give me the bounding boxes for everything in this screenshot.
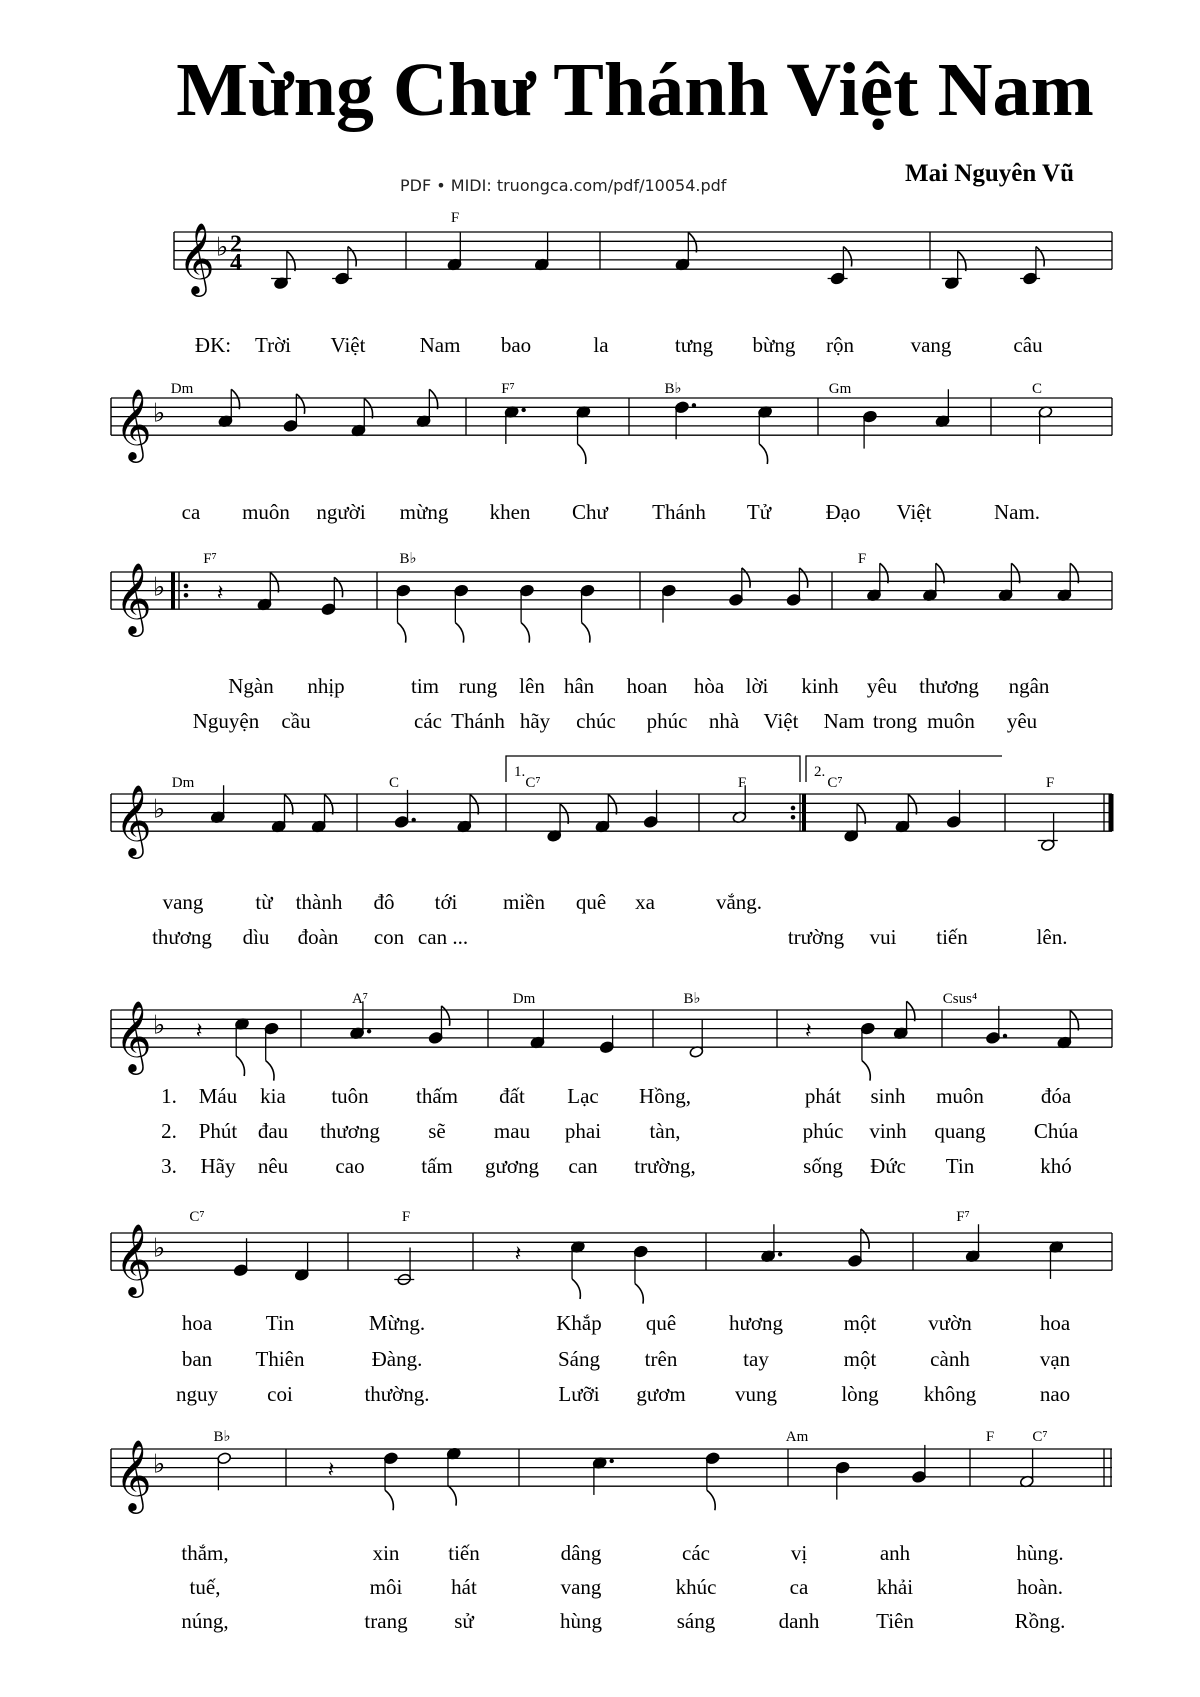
lyric-syllable: gương: [485, 1154, 539, 1178]
lyric-syllable: Tiên: [876, 1609, 914, 1633]
lyric-syllable: thương: [320, 1119, 380, 1143]
chord-symbol: F⁷: [203, 551, 217, 567]
lyric-syllable: không: [923, 1382, 977, 1406]
key-flat-icon: ♭: [153, 398, 166, 429]
lyric-syllable: cành: [930, 1347, 970, 1371]
key-flat-icon: ♭: [216, 232, 229, 263]
note-flag: [857, 804, 865, 824]
note-flag: [1011, 563, 1019, 583]
chord-symbol: B♭: [664, 381, 682, 397]
lyric-syllable: lòng: [841, 1382, 879, 1406]
lyric-syllable: lên.: [1036, 925, 1068, 949]
staff-system: [174, 210, 1112, 357]
lyric-syllable: kinh: [801, 674, 839, 698]
note-flag: [742, 568, 750, 588]
lyric-syllable: trường: [787, 925, 845, 949]
lyric-syllable: Phút: [198, 1119, 238, 1143]
volta-bracket: [506, 756, 800, 782]
note-flag: [398, 623, 406, 643]
lyric-syllable: xin: [372, 1541, 400, 1565]
lyric-syllable: các: [682, 1541, 710, 1565]
staff-system: [111, 991, 1112, 1178]
note-flag: [1070, 1011, 1078, 1031]
lyric-syllable: khen: [489, 500, 531, 524]
quarter-rest-icon: 𝄽: [216, 580, 224, 606]
lyric-syllable: Thiên: [255, 1347, 305, 1371]
lyric-syllable: yêu: [866, 674, 898, 698]
quarter-rest-icon: 𝄽: [327, 1457, 335, 1483]
chord-symbol: F: [737, 775, 747, 791]
chord-symbol: C⁷: [525, 775, 541, 791]
treble-clef-icon: 𝄞: [178, 221, 215, 295]
lyric-syllable: bừng: [752, 333, 796, 357]
lyric-syllable: dìu: [242, 925, 270, 949]
note-flag: [429, 389, 437, 409]
chord-symbol: C⁷: [827, 775, 843, 791]
chord-symbol: B♭: [683, 991, 701, 1007]
lyric-syllable: Chư: [572, 500, 608, 524]
lyric-syllable: trang: [364, 1609, 408, 1633]
lyric-syllable: mừng: [399, 500, 449, 524]
song-title: Mừng Chư Thánh Việt Nam: [176, 48, 1094, 132]
lyric-syllable: sẽ: [428, 1119, 446, 1143]
chord-symbol: C: [1031, 381, 1043, 397]
time-signature-bottom: 4: [230, 250, 242, 277]
note-flag: [861, 1229, 869, 1249]
lyric-syllable: tới: [434, 890, 458, 914]
note-flag: [560, 804, 568, 824]
dot: [367, 1029, 371, 1033]
lyric-syllable: nhịp: [307, 674, 345, 698]
lyric-syllable: vườn: [928, 1311, 972, 1335]
note-flag: [325, 795, 333, 815]
lyric-syllable: muôn: [927, 709, 975, 733]
lyric-syllable: hoa: [181, 1311, 213, 1335]
treble-clef-icon: 𝄞: [115, 999, 152, 1073]
lyric-syllable: thương: [919, 674, 979, 698]
lyric-syllable: nguy: [176, 1382, 218, 1406]
lyric-syllable: phát: [804, 1084, 842, 1108]
lyric-syllable: người: [316, 500, 366, 524]
lyric-syllable: Máu: [198, 1084, 238, 1108]
note-flag: [688, 233, 696, 253]
lyric-syllable: hãy: [519, 709, 551, 733]
note-flag: [578, 444, 586, 464]
time-signature-top: 2: [230, 231, 242, 258]
lyric-syllable: ban: [181, 1347, 213, 1371]
chord-symbol: C⁷: [189, 1209, 205, 1225]
lyric-syllable: vui: [869, 925, 897, 949]
lyric-syllable: Chúa: [1033, 1119, 1079, 1143]
lyric-syllable: trong: [872, 709, 918, 733]
lyric-syllable: Trời: [254, 333, 292, 357]
key-flat-icon: ♭: [153, 794, 166, 825]
quarter-rest-icon: 𝄽: [514, 1241, 522, 1267]
lyric-syllable: nao: [1039, 1382, 1071, 1406]
lyric-syllable: khải: [876, 1575, 914, 1599]
lyric-syllable: tim: [410, 674, 440, 698]
dot: [778, 1252, 782, 1256]
volta-number: 2.: [814, 764, 826, 780]
lyric-syllable: vung: [735, 1382, 777, 1406]
note-flag: [448, 1486, 456, 1506]
lyric-syllable: tay: [743, 1347, 769, 1371]
lyric-syllable: khó: [1040, 1154, 1072, 1178]
lyric-syllable: Nam: [419, 333, 461, 357]
dot: [1003, 1034, 1007, 1038]
lyric-syllable: tiến: [448, 1541, 480, 1565]
lyric-syllable: sử: [454, 1609, 474, 1633]
lyric-syllable: tàn,: [649, 1119, 681, 1143]
lyric-syllable: thương: [152, 925, 212, 949]
quarter-rest-icon: 𝄽: [195, 1018, 203, 1044]
chord-symbol: B♭: [213, 1429, 231, 1445]
lyric-syllable: dâng: [560, 1541, 602, 1565]
note-flag: [635, 1284, 643, 1304]
staff-system: [111, 756, 1112, 949]
lyric-syllable: con: [373, 925, 405, 949]
staff-system: [111, 1209, 1112, 1406]
key-flat-icon: ♭: [153, 1449, 166, 1480]
lyric-syllable: mau: [493, 1119, 531, 1143]
lyric-syllable: 1.: [161, 1084, 177, 1108]
lyric-syllable: 3.: [161, 1154, 177, 1178]
lyric-syllable: thấm: [416, 1084, 458, 1108]
lyric-syllable: coi: [267, 1382, 293, 1406]
lyric-syllable: phúc: [646, 709, 688, 733]
lyric-syllable: Hồng,: [639, 1084, 691, 1108]
lyric-syllable: can ...: [417, 925, 469, 949]
lyric-syllable: bao: [500, 333, 532, 357]
lyric-syllable: Rồng.: [1014, 1609, 1066, 1633]
staff-system: [111, 551, 1112, 733]
lyric-syllable: từ: [255, 890, 273, 914]
lyric-syllable: quang: [934, 1119, 986, 1143]
lyric-syllable: hát: [451, 1575, 477, 1599]
lyric-syllable: vang: [910, 333, 952, 357]
note-flag: [908, 795, 916, 815]
note-flag: [287, 251, 295, 271]
note-flag: [334, 577, 342, 597]
lyric-syllable: anh: [879, 1541, 911, 1565]
lyric-syllable: hoàn.: [1016, 1575, 1064, 1599]
lyric-syllable: Việt: [763, 709, 799, 733]
note-flag: [270, 573, 278, 593]
lyric-syllable: rộn: [826, 333, 854, 357]
chord-symbol: F: [401, 1209, 411, 1225]
lyric-syllable: vinh: [869, 1119, 907, 1143]
lyric-syllable: can: [568, 1154, 598, 1178]
chord-symbol: C: [388, 775, 400, 791]
lyric-syllable: Việt: [330, 333, 366, 357]
lyric-syllable: tuôn: [331, 1084, 369, 1108]
note-flag: [1036, 247, 1044, 267]
lyric-syllable: tuế,: [189, 1575, 221, 1599]
lyric-syllable: ca: [181, 500, 201, 524]
lyric-syllable: Khắp: [556, 1311, 602, 1335]
lyric-syllable: Đàng.: [371, 1347, 423, 1371]
chord-symbol: Dm: [171, 775, 195, 791]
lyric-syllable: Nguyện: [192, 709, 260, 733]
chord-symbol: F⁷: [956, 1209, 970, 1225]
quarter-rest-icon: 𝄽: [805, 1018, 812, 1044]
chord-symbol: F: [857, 551, 867, 567]
lyric-syllable: trường,: [634, 1154, 696, 1178]
lyric-syllable: tưng: [674, 333, 714, 357]
lyric-syllable: hương: [729, 1311, 783, 1335]
lyric-syllable: Thánh: [451, 709, 505, 733]
lyric-syllable: hùng: [560, 1609, 602, 1633]
lyric-syllable: Đức: [870, 1154, 906, 1178]
note-flag: [455, 623, 463, 643]
note-flag: [385, 1490, 393, 1510]
lyric-syllable: quê: [645, 1311, 677, 1335]
treble-clef-icon: 𝄞: [115, 387, 152, 461]
dot: [412, 818, 416, 822]
note-flag: [582, 623, 590, 643]
note-flag: [285, 795, 293, 815]
note-flag: [572, 1279, 580, 1299]
key-flat-icon: ♭: [153, 572, 166, 603]
lyric-syllable: hòa: [693, 674, 725, 698]
chord-symbol: Csus⁴: [942, 991, 978, 1007]
chord-symbol: A⁷: [351, 991, 369, 1007]
lyric-syllable: một: [843, 1311, 877, 1335]
chord-symbol: F⁷: [501, 381, 515, 397]
composer-name: Mai Nguyên Vũ: [905, 160, 1075, 187]
treble-clef-icon: 𝄞: [115, 1222, 152, 1296]
lyric-syllable: câu: [1013, 333, 1043, 357]
note-flag: [608, 795, 616, 815]
repeat-dot: [791, 815, 796, 820]
chord-symbol: Am: [785, 1429, 809, 1445]
lyric-syllable: vang: [162, 890, 204, 914]
lyric-syllable: vạn: [1039, 1347, 1071, 1371]
lyric-syllable: lời: [745, 674, 769, 698]
lyric-syllable: Việt: [896, 500, 932, 524]
lyric-syllable: gươm: [636, 1382, 686, 1406]
dot: [692, 403, 696, 407]
lyric-syllable: sinh: [870, 1084, 906, 1108]
lyric-syllable: rung: [458, 674, 498, 698]
lyric-syllable: muôn: [936, 1084, 984, 1108]
lyric-syllable: đô: [373, 890, 395, 914]
lyric-syllable: tiến: [936, 925, 968, 949]
lyric-syllable: đoàn: [297, 925, 339, 949]
note-flag: [1070, 563, 1078, 583]
note-flag: [862, 1061, 870, 1081]
lyric-syllable: hân: [563, 674, 595, 698]
lyric-syllable: đóa: [1040, 1084, 1072, 1108]
lyric-syllable: hùng.: [1016, 1541, 1064, 1565]
lyric-syllable: Hãy: [200, 1154, 236, 1178]
lyric-syllable: một: [843, 1347, 877, 1371]
lyric-syllable: la: [593, 333, 609, 357]
note-flag: [936, 563, 944, 583]
lyric-syllable: Sáng: [558, 1347, 600, 1371]
lyric-syllable: Lạc: [567, 1084, 599, 1108]
lyric-syllable: quê: [575, 890, 607, 914]
lyric-syllable: ĐK:: [194, 333, 232, 357]
chord-symbol: B♭: [399, 551, 417, 567]
volta-number: 1.: [514, 764, 526, 780]
lyric-syllable: phúc: [802, 1119, 844, 1143]
chord-symbol: F: [450, 210, 460, 226]
lyric-syllable: ngân: [1008, 674, 1050, 698]
note-flag: [958, 251, 966, 271]
staff-system: [111, 1429, 1112, 1633]
lyric-syllable: cao: [335, 1154, 365, 1178]
lyric-syllable: Nam: [823, 709, 865, 733]
lyric-syllable: Mừng.: [368, 1311, 426, 1335]
treble-clef-icon: 𝄞: [115, 1438, 152, 1512]
note-flag: [843, 247, 851, 267]
lyric-syllable: nhà: [708, 709, 740, 733]
lyric-syllable: vị: [790, 1541, 808, 1565]
treble-clef-icon: 𝄞: [115, 783, 152, 857]
note-flag: [880, 563, 888, 583]
lyric-syllable: kia: [260, 1084, 286, 1108]
lyric-syllable: cầu: [281, 709, 311, 733]
lyric-syllable: Tử: [746, 500, 772, 524]
lyric-syllable: trên: [644, 1347, 678, 1371]
lyric-syllable: Thánh: [652, 500, 706, 524]
chord-symbol: Dm: [170, 381, 194, 397]
lyric-syllable: Nam.: [993, 500, 1041, 524]
lyric-syllable: sống: [803, 1154, 843, 1178]
note-flag: [231, 389, 239, 409]
dot: [610, 1459, 614, 1463]
note-flag: [348, 247, 356, 267]
lyric-syllable: đất: [499, 1084, 525, 1108]
lyric-syllable: các: [414, 709, 442, 733]
chord-symbol: Dm: [512, 991, 536, 1007]
note-flag: [296, 394, 304, 414]
lyric-syllable: hoa: [1039, 1311, 1071, 1335]
note-flag: [441, 1006, 449, 1026]
lyric-syllable: 2.: [161, 1119, 177, 1143]
lyric-syllable: Tin: [265, 1311, 295, 1335]
dot: [521, 408, 525, 412]
lyric-syllable: miền: [503, 890, 545, 914]
chord-symbol: C⁷: [1032, 1429, 1048, 1445]
repeat-dot: [184, 593, 189, 598]
lyric-syllable: xa: [635, 890, 655, 914]
key-flat-icon: ♭: [153, 1010, 166, 1041]
chord-symbol: F: [1045, 775, 1055, 791]
lyric-syllable: phai: [564, 1119, 602, 1143]
lyric-syllable: thắm,: [181, 1541, 229, 1565]
staff-system: [111, 381, 1112, 524]
lyric-syllable: ca: [789, 1575, 809, 1599]
repeat-dot: [791, 806, 796, 811]
lyric-syllable: hoan: [626, 674, 668, 698]
note-flag: [364, 399, 372, 419]
lyric-syllable: Tin: [945, 1154, 975, 1178]
note-flag: [907, 1001, 915, 1021]
lyric-syllable: sáng: [676, 1609, 716, 1633]
note-flag: [707, 1490, 715, 1510]
lyric-syllable: thành: [295, 890, 343, 914]
lyric-syllable: núng,: [181, 1609, 229, 1633]
lyric-syllable: vang: [560, 1575, 602, 1599]
lyric-syllable: muôn: [242, 500, 290, 524]
chord-symbol: Gm: [828, 381, 852, 397]
lyric-syllable: thường.: [364, 1382, 430, 1406]
note-flag: [470, 795, 478, 815]
treble-clef-icon: 𝄞: [115, 561, 152, 635]
lyric-syllable: lên: [519, 674, 545, 698]
lyric-syllable: đau: [257, 1119, 289, 1143]
note-flag: [759, 444, 767, 464]
note-flag: [521, 623, 529, 643]
lyric-syllable: vắng.: [715, 890, 763, 914]
lyric-syllable: Lưỡi: [558, 1382, 600, 1406]
repeat-dot: [184, 584, 189, 589]
lyric-syllable: yêu: [1006, 709, 1038, 733]
lyric-syllable: chúc: [576, 709, 616, 733]
lyric-syllable: Ngàn: [228, 674, 274, 698]
note-flag: [266, 1061, 274, 1081]
source-link[interactable]: PDF • MIDI: truongca.com/pdf/10054.pdf: [400, 176, 727, 195]
note-flag: [236, 1056, 244, 1076]
lyric-syllable: Đạo: [825, 500, 861, 524]
lyric-syllable: tấm: [421, 1154, 453, 1178]
lyric-syllable: nêu: [257, 1154, 289, 1178]
key-flat-icon: ♭: [153, 1233, 166, 1264]
chord-symbol: F: [985, 1429, 995, 1445]
note-flag: [799, 568, 807, 588]
lyric-syllable: khúc: [675, 1575, 717, 1599]
lyric-syllable: danh: [778, 1609, 820, 1633]
lyric-syllable: môi: [369, 1575, 403, 1599]
